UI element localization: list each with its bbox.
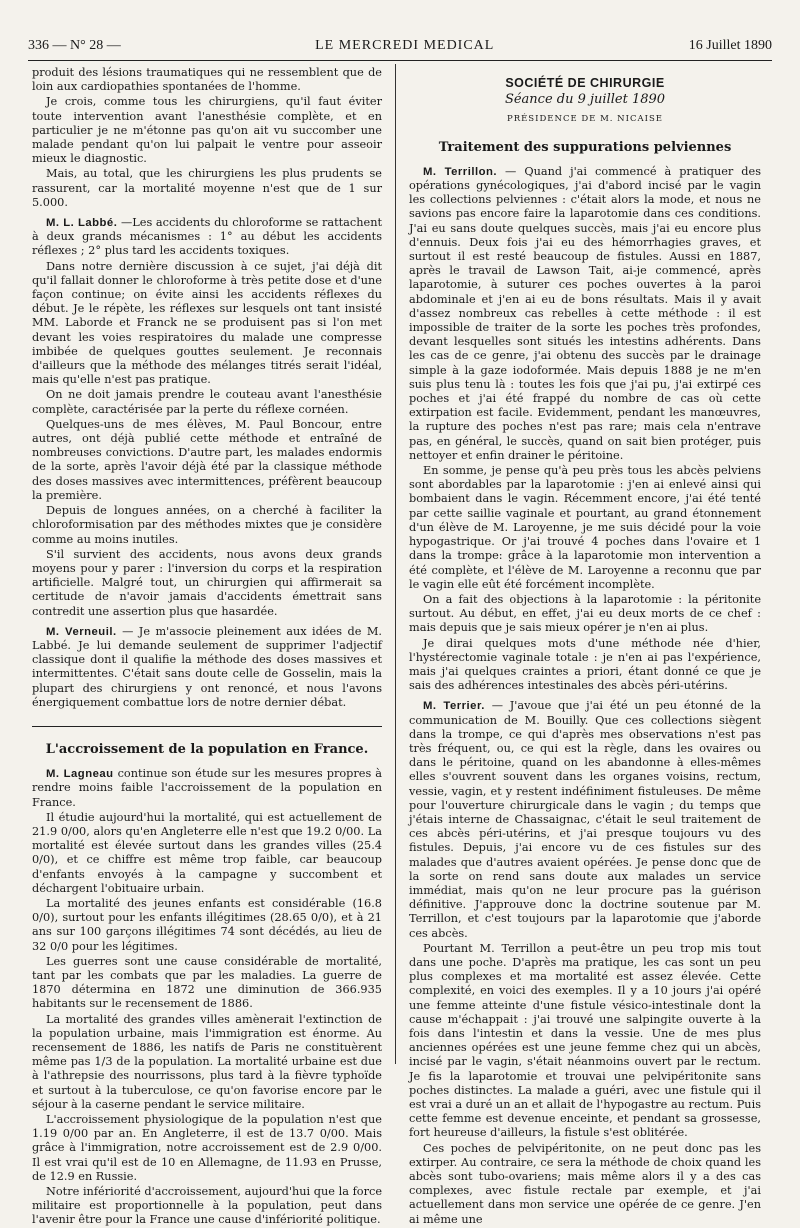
presidence: PRÉSIDENCE DE M. NICAISE [506,114,664,125]
lagneau-text: continue son étude sur les mesures propres à rendre moins faible l'accroissement de la population en France. [32,767,383,809]
paragraph: On ne doit jamais prendre le couteau avant l'anesthésie complète, caractérisée par la perte du réflexe cornéen. [32,388,382,416]
terrier-paragraph [409,699,761,940]
paragraph: La mortalité des grandes villes amènerait l'extinction de la population urbaine, mais l'immigration est énorme. Au recensement de 1886, les natifs de Paris ne constituèrent même pas 1/3 de la population. La mortalité urbaine est due à l'athrepsie des nourrissons, plus tard à la fièvre typhoïde et surtout à la tuberculose, ce qu'on favorise encore par le séjour à la caserne pendant le service militaire. [32,1012,382,1111]
society-name: SOCIÉTÉ DE CHIRURGIE [505,76,665,90]
speaker-terrillon: M. Terrillon. [423,165,498,178]
terrillon-paragraph [409,165,761,463]
terrillon-text: — Quand j'ai commencé à pratiquer des opérations gynécologiques, j'ai d'abord incisé par le vagin les collections pelviennes : c'était alors la mode, et nous ne savions pas encore faire la laparotomie dans ces conditions. J'ai eu sans doute quelques succès, mais j'ai eu encore plus d'ennuis. Deux fois j'ai eu des hémorrhagies graves, et surtout il est resté beaucoup de fistules. Aussi en 1887, après le travail de Lawson Tait, ai-je commencé, après laparotomie, à suturer ces poches ouvertes à la paroi abdominale et j'en ai eu de bons résultats. Mais il y avait d'assez nombreux cas rebelles à cette méthode : il est impossible de traiter de la sorte les poches très profondes, devant lesquelles sont situés les intestins adhérents. Dans les cas de ce genre, j'ai obtenu des succès par le drainage simple à la gaze iodoformée. Mais depuis 1888 je ne m'en suis plus tenu là : toutes les fois que j'ai pu, j'ai extirpé ces poches et j'ai été frappé du nombre de cas où cette extirpation est facile. Evidemment, pendant les manœuvres, la rupture des poches n'est pas rare; mais cela n'entrave pas, en général, le succès, quand on sait bien protéger, puis nettoyer et enfin drainer le péritoine. [409,164,761,462]
article-title: Traitement des suppurations pelviennes [438,139,732,155]
paragraph: Depuis de longues années, on a cherché à faciliter la chloroformisation par des méthodes mixtes que je considère comme au moins inutiles. [32,504,382,546]
lagneau-paragraph [32,767,382,810]
paragraph: Je crois, comme tous les chirurgiens, qu'il faut éviter toute intervention avant l'anesthésie complète, et en particulier je ne m'étonne pas qu'on ait vu succomber une malade pendant qu'on lui palpait le ventre pour asseoir mieux le diagnostic. [32,95,382,166]
section-title: L'accroissement de la population en France. [32,726,382,757]
verneuil-text: — Je m'associe pleinement aux idées de M. Labbé. Je lui demande seulement de supprimer l'adjectif classique dont il qualifie la méthode des doses massives et intermittentes. C'était sans doute celle de Gosselin, mais la plupart des chirurgiens y ont renoncé, et nous l'avons énergiquement combattue lors de notre dernier débat. [32,624,382,709]
issue-date: 16 Juillet 1890 [688,38,772,53]
paragraph: On a fait des objections à la laparotomie : la péritonite surtout. Au début, en effet, j'ai eu deux morts de ce chef : mais depuis que je sais mieux opérer je n'en ai plus. [409,592,761,635]
page-header [28,38,772,58]
paragraph: Mais, au total, que les chirurgiens les plus prudents se rassurent, car la mortalité moyenne n'est que de 1 sur 5.000. [32,167,382,209]
labbe-text: —Les accidents du chloroforme se rattachent à deux grands mécanismes : 1° au début les accidents réflexes ; 2° plus tard les accidents toxiques. [32,216,383,258]
paragraph: Il étudie aujourd'hui la mortalité, qui est actuellement de 21.9 0/00, alors qu'en Angleterre elle n'est que 19.2 0/00. La mortalité est élevée surtout dans les grandes villes (25.4 0/0), et ce chiffre est même trop faible, car beaucoup d'enfants envoyés à la campagne y succombent et déchargent l'obituaire urbain. [32,810,382,895]
right-column [409,66,762,1226]
paragraph: En somme, je pense qu'à peu près tous les abcès pelviens sont abordables par la laparotomie : j'en ai enlevé ainsi qui bombaient dans le vagin. Récemment encore, j'ai été tenté par cette saillie vaginale et pourtant, au grand étonnement d'un élève de M. Laroyenne, je me suis décidé pour la voie hypogastrique. Or j'ai trouvé 4 poches dans l'ovaire et 1 dans la trompe: grâce à la laparotomie mon intervention a été complète, et l'élève de M. Laroyenne a reconnu que par le vagin elle eût été forcément incomplète. [409,464,761,591]
seance-date: Séance du 9 juillet 1890 [504,92,666,108]
paragraph: Les guerres sont une cause considérable de mortalité, tant par les combats que par les maladies. La guerre de 1870 détermina en 1872 une diminution de 366.935 habitants sur le recensement de 1886. [32,954,382,1011]
verneuil-paragraph [32,625,382,710]
column-divider [395,64,396,1064]
paragraph: S'il survient des accidents, nous avons deux grands moyens pour y parer : l'inversion du corps et la respiration artificielle. Malgré tout, un chirurgien qui affirmerait sa certitude de n'avoir jamais d'accidents émettrait sans contredit une assertion plus que hasardée. [32,547,382,618]
paragraph: Pourtant M. Terrillon a peut-être un peu trop mis tout dans une poche. D'après ma pratique, les cas sont un peu plus complexes et ma mortalité est assez élevée. Cette complexité, en voici des exemples. Il y a 10 jours j'ai opéré une femme atteinte d'une fistule vésico-intestinale dont la cause m'échappait : j'ai trouvé une salpingite ouverte à la fois dans l'intestin et dans la vessie. Une de mes plus anciennes opérées est une jeune femme chez qui un abcès, incisé par le vagin, s'était néanmoins ouvert par le rectum. Je fis la laparotomie et trouvai une pelvipéritonite sans poches distinctes. La malade a guéri, avec une fistule qui il est vrai a duré un an et allait de l'hypogastre au rectum. Puis cette femme est devenue enceinte, et pendant sa grossesse, fort heureuse d'ailleurs, la fistule s'est oblitérée. [409,941,761,1140]
speaker-terrier: M. Terrier. [423,700,485,713]
speaker-labbe: M. L. Labbé. [46,217,118,230]
left-column [32,66,383,1227]
paragraph: La mortalité des jeunes enfants est considérable (16.8 0/0), surtout pour les enfants illégitimes (28.65 0/0), et à 21 ans sur 100 garçons illégitimes 74 sont décédés, au lieu de 32 0/0 pour les légitimes. [32,896,382,953]
speaker-lagneau: M. Lagneau [46,768,114,781]
paragraph: Je dirai quelques mots d'une méthode née d'hier, l'hystérectomie vaginale totale : je n'en ai pas l'expérience, mais j'ai quelques craintes a priori, étant donné ce que je sais des adhérences intestinales des abcès péri-utérins. [409,636,761,693]
header-rule [28,60,772,61]
paragraph: L'accroissement physiologique de la population n'est que 1.19 0/00 par an. En Angleterre, il est de 13.7 0/00. Mais grâce à l'immigration, notre accroissement est de 2.9 0/00. Il est vrai qu'il est de 10 en Allemagne, de 11.93 en Prusse, de 12.9 en Russie. [32,1113,382,1183]
speaker-verneuil: M. Verneuil. [46,625,117,638]
paragraph: produit des lésions traumatiques qui ne ressemblent que de loin aux cardiopathies spontanées de l'homme. [32,66,382,94]
labbe-paragraph [32,216,382,259]
paragraph: Dans notre dernière discussion à ce sujet, j'ai déjà dit qu'il fallait donner le chloroforme à très petite dose et d'une façon continue; on évite ainsi les accidents réflexes du début. Je le répète, les réflexes sur lesquels ont tant insisté MM. Laborde et Franck ne se produisent pas si l'on met devant les voies respiratoires du malade une compresse imbibée de quelques gouttes seulement. Je reconnais d'ailleurs que la méthode des mélanges titrés serait l'idéal, mais qu'elle n'est pas pratique. [32,259,382,387]
terrier-text: — J'avoue que j'ai été un peu étonné de la communication de M. Bouilly. Que ces collections siègent dans la trompe, ce qui d'après mes observations n'est pas très fréquent, ou, ce qui est la règle, dans les ovaires ou dans le péritoine, quand on les abandonne à elles-mêmes elles s'ouvrent souvent dans les organes voisins, rectum, vessie, vagin, et y restent indéfiniment fistuleuses. De même pour l'ouverture chirurgicale dans le vagin ; du temps que j'étais interne de Chassaignac, c'était le seul traitement de ces abcès péri-utérins, et j'ai presque toujours vu des fistules. Depuis, j'ai encore vu de ces fistules sur des malades que d'autres avaient opérées. Je pense donc que de la sorte on rend sans doute aux malades un service immédiat, mais qu'on ne leur procure pas la guérison définitive. J'approuve donc la doctrine soutenue par M. Terrillon, et c'est toujours par la laparotomie que j'aborde ces abcès. [409,699,762,940]
journal-title: LE MERCREDI MEDICAL [315,38,495,53]
paragraph: Ces poches de pelvipéritonite, on ne peut donc pas les extirper. Au contraire, ce sera la méthode de choix quand les abcès sont tubo-ovariens; mais même alors il y a des cas complexes, avec fistule rectale par exemple, et j'ai actuellement dans mon service une opérée de ce genre. J'en ai même une [409,1141,761,1226]
paragraph: Quelques-uns de mes élèves, M. Paul Boncour, entre autres, ont déjà publié cette méthode et entraîné de nombreuses convictions. D'autre part, les malades endormis de la sorte, après l'avoir déjà été par la classique méthode des doses massives avec intermittences, préfèrent beaucoup la première. [32,417,382,502]
page-number: 336 — N° 28 — [28,38,121,53]
paragraph: Notre infériorité d'accroissement, aujourd'hui que la force militaire est proportionnelle à la population, peut dans l'avenir être pour la France une cause d'infériorité politique. [32,1185,382,1227]
